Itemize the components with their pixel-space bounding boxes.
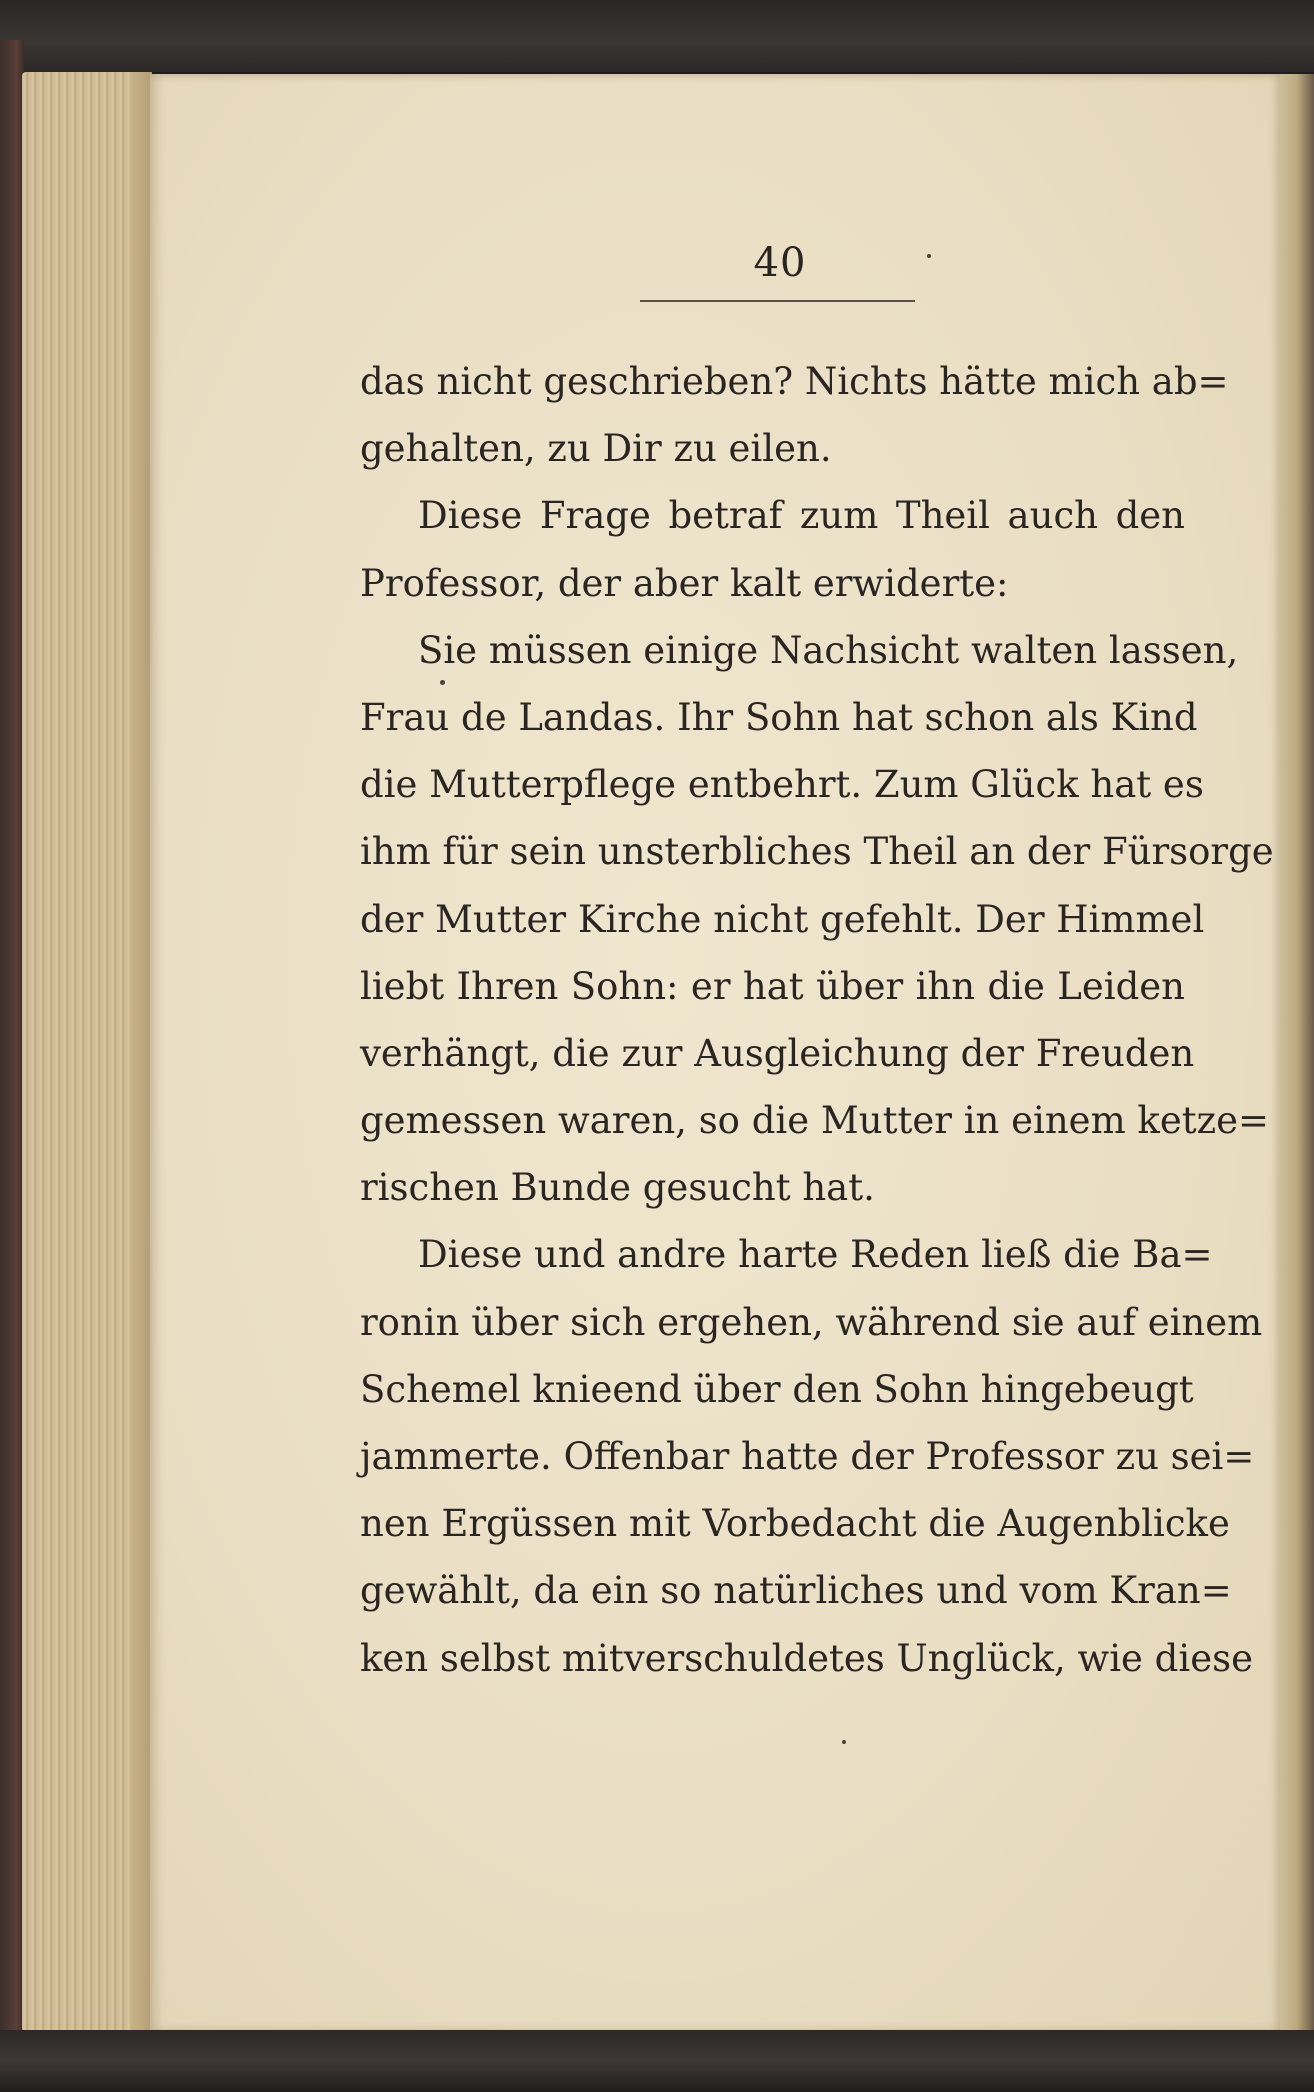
header-rule (640, 300, 915, 302)
text-line: ronin über sich ergehen, während sie auf einem (360, 1300, 1263, 1344)
text-line: ken selbst mitverschuldetes Unglück, wie diese (360, 1636, 1253, 1680)
text-line: das nicht geschrieben? Nichts hätte mich ab= (360, 360, 1229, 403)
text-line: Diese Frage betraf zum Theil auch den (418, 494, 1185, 538)
stacked-page-edges (22, 72, 152, 2032)
book-cover-bottom (0, 2030, 1314, 2092)
text-line: Sie müssen einige Nachsicht walten lassen, (418, 628, 1239, 672)
text-line: der Mutter Kirche nicht gefehlt. Der Himmel (360, 897, 1205, 941)
book-spine-edge (0, 40, 24, 2050)
text-line: Frau de Landas. Ihr Sohn hat schon als Kind (360, 695, 1198, 739)
next-page-edge (1280, 74, 1314, 2032)
text-line: ihm für sein unsterbliches Theil an der Fürsorge (360, 830, 1274, 874)
body-text (360, 348, 1274, 1692)
text-line: nen Ergüssen mit Vorbedacht die Augenblicke (360, 1502, 1230, 1546)
text-line: verhängt, die zur Ausgleichung der Freuden (360, 1031, 1195, 1075)
text-line: jammerte. Offenbar hatte der Professor zu sei= (360, 1435, 1255, 1478)
page-number: 40 (753, 240, 807, 286)
book-cover-top (0, 0, 1314, 72)
text-line: liebt Ihren Sohn: er hat über ihn die Leiden (360, 964, 1185, 1008)
text-line: die Mutterpflege entbehrt. Zum Glück hat es (360, 763, 1204, 807)
text-line: Diese und andre harte Reden ließ die Ba= (418, 1233, 1213, 1277)
text-line: Professor, der aber kalt erwiderte: (360, 561, 1009, 605)
text-line: rischen Bunde gesucht hat. (360, 1166, 875, 1210)
paper-speck (440, 680, 445, 685)
paper-speck (927, 254, 931, 258)
text-line: gemessen waren, so die Mutter in einem ketze= (360, 1099, 1269, 1143)
text-line: Schemel knieend über den Sohn hingebeugt (360, 1367, 1194, 1411)
paper-speck (842, 1740, 846, 1744)
text-line: gehalten, zu Dir zu eilen. (360, 427, 832, 471)
text-line: gewählt, da ein so natürliches und vom Kran= (360, 1569, 1232, 1613)
